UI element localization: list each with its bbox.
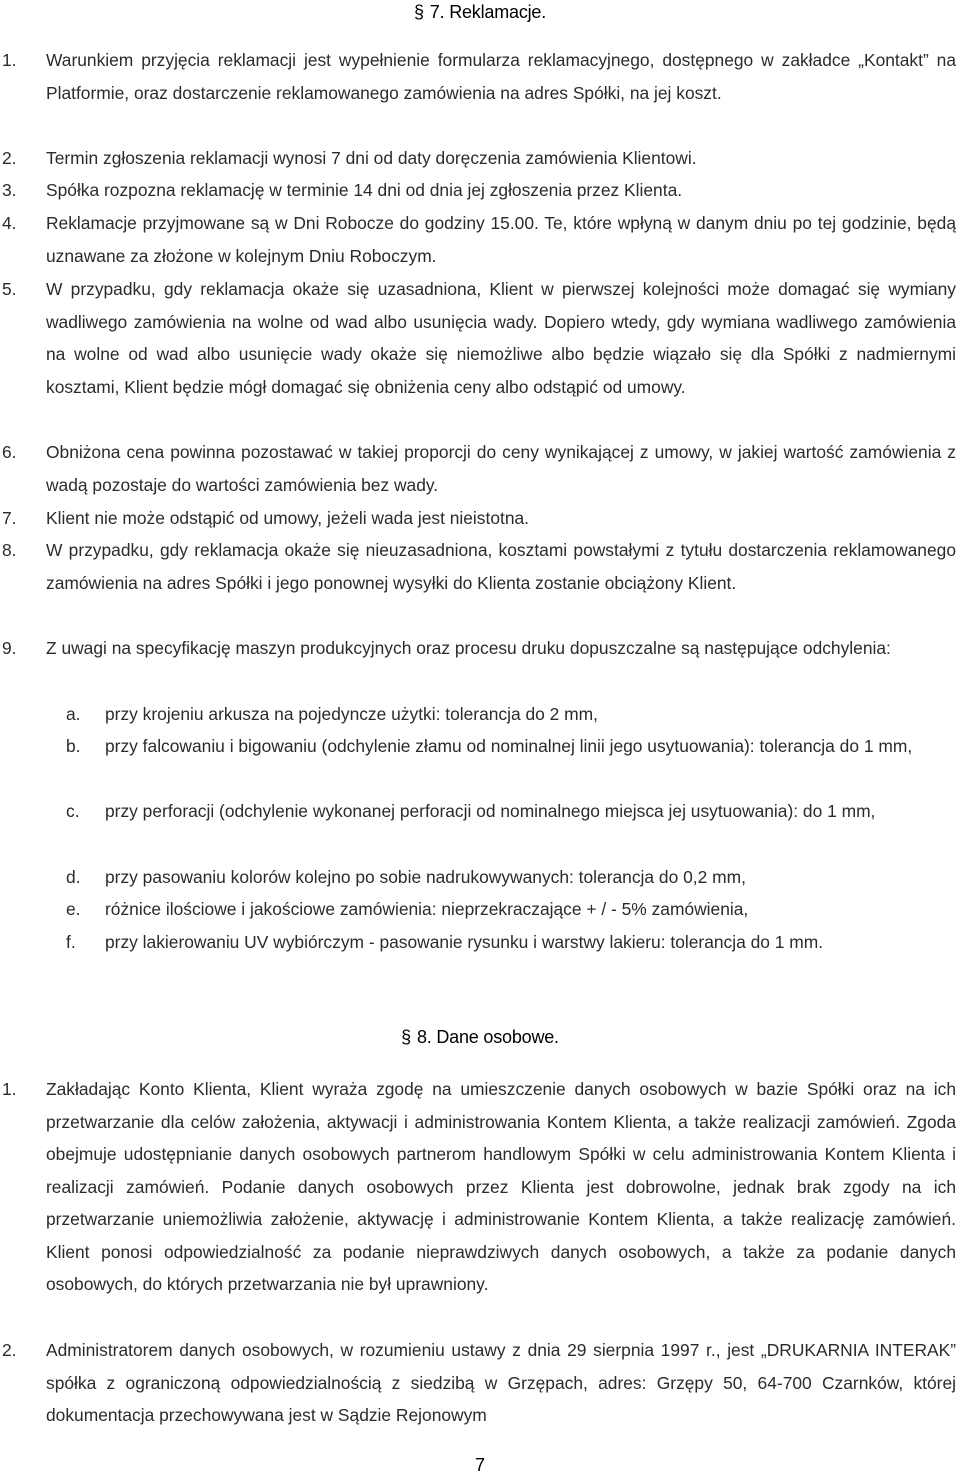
item-text: Z uwagi na specyfikację maszyn produkcyjnych oraz procesu druku dopuszczalne są następujące odchylenia: [46, 638, 891, 658]
item-number: 1. [2, 1079, 17, 1099]
item-number: 7. [2, 508, 17, 528]
item-number: 6. [2, 442, 17, 462]
sub-item-letter: a. [66, 704, 81, 724]
item-text: Obniżona cena powinna pozostawać w takiej proporcji do ceny wynikającej z umowy, w jakiej wartość zamówienia z wadą pozostaje do wartości zamówienia bez wady. [46, 442, 956, 495]
section-title: 7. Reklamacje. [429, 2, 547, 22]
item-number: 1. [2, 50, 17, 70]
item-number: 5. [2, 279, 17, 299]
section-7-heading [0, 2, 960, 23]
section-8-heading [0, 1027, 960, 1048]
item-text: Klient nie może odstąpić od umowy, jeżeli wada jest nieistotna. [46, 508, 530, 528]
item-number: 9. [2, 638, 17, 658]
sub-item-letter: e. [66, 899, 81, 919]
page-number: 7 [474, 1455, 485, 1475]
sub-item-text: przy perforacji (odchylenie wykonanej perforacji od nominalnego miejsca jej usytuowania): do 1 mm, [105, 801, 876, 821]
item-text: Administratorem danych osobowych, w rozumieniu ustawy z dnia 29 sierpnia 1997 r., jest „DRUKARNIA INTERAK” spółka z ograniczoną odpowiedzialnością z siedzibą w Grzępach, adres: Grzępy 50, 64-700 Czarnków, której dokumentacja przechowywana jest w Sądzie Rejonowym [46, 1340, 956, 1425]
sub-item-letter: f. [66, 932, 76, 952]
item-number: 3. [2, 180, 17, 200]
sub-item-text: różnice ilościowe i jakościowe zamówienia: nieprzekraczające + / - 5% zamówienia, [105, 899, 749, 919]
sub-item-text: przy falcowaniu i bigowaniu (odchylenie złamu od nominalnej linii jego usytuowania): tolerancja do 1 mm, [105, 736, 913, 756]
item-text: Warunkiem przyjęcia reklamacji jest wypełnienie formularza reklamacyjnego, dostępnego w zakładce „Kontakt” na Platformie, oraz dostarczenie reklamowanego zamówienia na adres Spółki, na jej koszt. [46, 50, 956, 103]
sub-item-text: przy lakierowaniu UV wybiórczym - pasowanie rysunku i warstwy lakieru: tolerancja do 1 mm. [105, 932, 824, 952]
section-symbol: § [401, 1027, 411, 1047]
item-number: 8. [2, 540, 17, 560]
item-text: W przypadku, gdy reklamacja okaże się uzasadniona, Klient w pierwszej kolejności może domagać się wymiany wadliwego zamówienia na wolne od wad albo usunięcia wady. Dopiero wtedy, gdy wymiana wadliwego zamówienia na wolne od wad albo usunięcie wady okaże się niemożliwe albo będzie wiązało się dla Spółki z nadmiernymi kosztami, Klient będzie mógł domagać się obniżenia ceny albo odstąpić od umowy. [46, 279, 956, 397]
item-number: 2. [2, 148, 17, 168]
item-text: Termin zgłoszenia reklamacji wynosi 7 dni od daty doręczenia zamówienia Klientowi. [46, 148, 697, 168]
item-text: Spółka rozpozna reklamację w terminie 14 dni od dnia jej zgłoszenia przez Klienta. [46, 180, 683, 200]
item-text: Zakładając Konto Klienta, Klient wyraża zgodę na umieszczenie danych osobowych w bazie Spółki oraz na ich przetwarzanie dla celów założenia, aktywacji i administrowania Kontem Klienta, a także realizacji zamówień. Zgoda obejmuje udostępnianie danych osobowych partnerom handlowym Spółki w celu administrowania Kontem Klienta i realizacji zamówień. Podanie danych osobowych przez Klienta jest dobrowolne, jednak brak zgody na ich przetwarzanie uniemożliwia założenie, aktywację i administrowanie Kontem Klienta, a także realizację zamówień. Klient ponosi odpowiedzialność za podanie nieprawdziwych danych osobowych, a także za podanie danych osobowych, do których przetwarzania nie był uprawniony. [46, 1079, 956, 1294]
sub-item-text: przy pasowaniu kolorów kolejno po sobie nadrukowywanych: tolerancja do 0,2 mm, [105, 867, 746, 887]
sub-item-letter: c. [66, 801, 80, 821]
sub-item-letter: d. [66, 867, 81, 887]
sub-item-text: przy krojeniu arkusza na pojedyncze użytki: tolerancja do 2 mm, [105, 704, 598, 724]
section-symbol: § [413, 2, 424, 22]
item-number: 2. [2, 1340, 17, 1360]
item-number: 4. [2, 213, 17, 233]
item-text: Reklamacje przyjmowane są w Dni Robocze do godziny 15.00. Te, które wpłyną w danym dniu po tej godzinie, będą uznawane za złożone w kolejnym Dniu Roboczym. [46, 213, 956, 266]
item-text: W przypadku, gdy reklamacja okaże się nieuzasadniona, kosztami powstałymi z tytułu dostarczenia reklamowanego zamówienia na adres Spółki i jego ponownej wysyłki do Klienta zostanie obciążony Klient. [46, 540, 956, 593]
section-title: 8. Dane osobowe. [416, 1027, 559, 1047]
sub-item-letter: b. [66, 736, 81, 756]
